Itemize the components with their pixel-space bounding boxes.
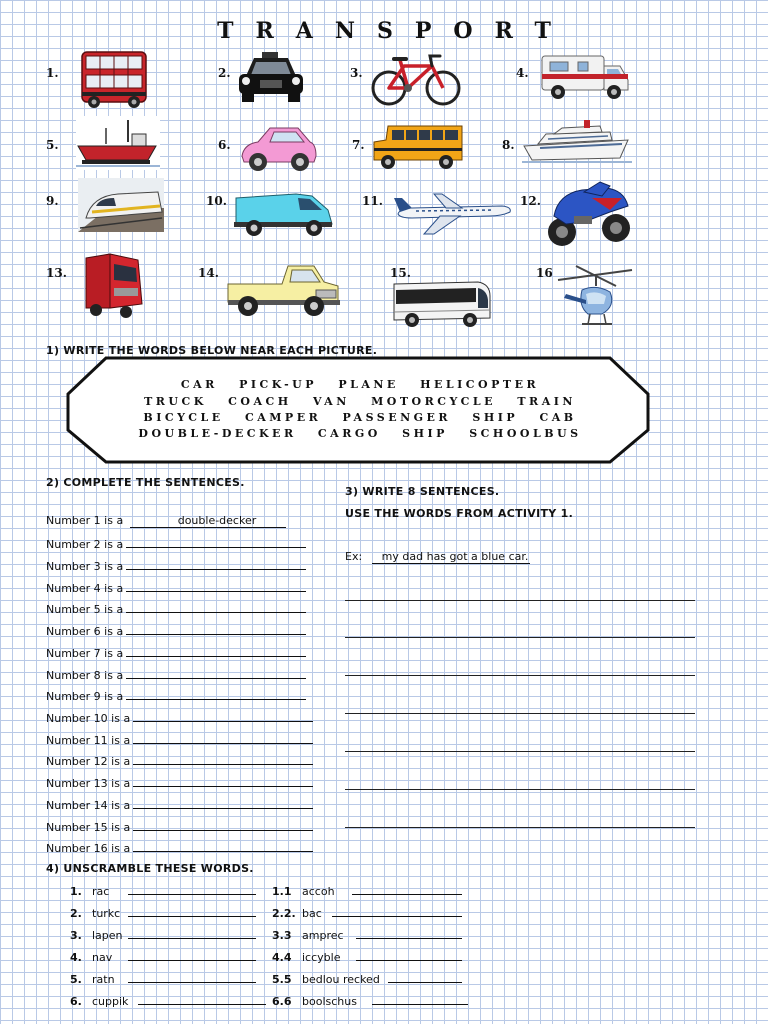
- item-number: 1.1: [272, 885, 292, 898]
- coach-icon: [392, 278, 494, 332]
- item-number: 3.3: [272, 929, 292, 942]
- truck-icon: [82, 250, 146, 320]
- answer-blank[interactable]: [128, 972, 256, 983]
- answer-blank[interactable]: [138, 994, 266, 1005]
- writing-line[interactable]: [345, 675, 695, 676]
- pick-up-icon: [226, 258, 342, 320]
- plane-icon: [390, 186, 514, 238]
- sentence-line: [46, 580, 306, 595]
- item-number: 1.: [70, 885, 82, 898]
- bicycle-icon: [370, 50, 462, 108]
- item-number: 5.: [70, 973, 82, 986]
- word-bank-row: TRUCK COACH VAN MOTORCYCLE TRAIN: [144, 395, 576, 408]
- item-number: 5.5: [272, 973, 292, 986]
- scrambled-item: [70, 994, 266, 1008]
- sentence-line: [46, 536, 306, 551]
- scrambled-word: ratn: [92, 973, 115, 986]
- scrambled-word: turkc: [92, 907, 121, 920]
- word-bank-row: CAR PICK-UP PLANE HELICOPTER: [180, 378, 540, 391]
- picture-number: 6.: [218, 138, 231, 152]
- activity-4-heading: 4) UNSCRAMBLE THESE WORDS.: [46, 862, 254, 875]
- writing-line[interactable]: [345, 713, 695, 714]
- helicopter-icon: [556, 262, 634, 336]
- scrambled-word: lapen: [92, 929, 123, 942]
- sentence-line: [46, 819, 313, 834]
- example-text: my dad has got a blue car.: [372, 550, 531, 564]
- example-label: Ex:: [345, 550, 363, 563]
- sentence-line: [46, 645, 306, 660]
- answer-blank[interactable]: [133, 710, 313, 722]
- sentence-line: [46, 840, 313, 855]
- picture-number: 13.: [46, 266, 67, 280]
- sentence-line: [46, 753, 313, 768]
- picture-number: 2.: [218, 66, 231, 80]
- sentence-line: [46, 601, 306, 616]
- item-number: 4.4: [272, 951, 292, 964]
- sentence-line: [46, 514, 286, 528]
- answer-blank[interactable]: [133, 840, 313, 852]
- cargo-ship-icon: [76, 116, 160, 170]
- answer-blank[interactable]: [126, 667, 306, 679]
- answer-blank[interactable]: [332, 906, 462, 917]
- picture-number: 9.: [46, 194, 59, 208]
- sentence-prefix: Number 16 is a: [46, 842, 131, 855]
- activity-2-heading: 2) COMPLETE THE SENTENCES.: [46, 476, 245, 489]
- example-answer: double-decker: [130, 514, 287, 528]
- answer-blank[interactable]: [126, 536, 306, 548]
- sentence-line: [46, 623, 306, 638]
- item-number: 2.: [70, 907, 82, 920]
- answer-blank[interactable]: [128, 950, 256, 961]
- writing-line[interactable]: [345, 827, 695, 828]
- scrambled-item: [70, 950, 256, 964]
- scrambled-item: [272, 906, 462, 920]
- picture-number: 12.: [520, 194, 541, 208]
- word-bank-row: DOUBLE-DECKER CARGO SHIP SCHOOLBUS: [138, 427, 582, 440]
- car-icon: [236, 122, 320, 176]
- answer-blank[interactable]: [133, 732, 313, 744]
- activity-3-subheading: USE THE WORDS FROM ACTIVITY 1.: [345, 507, 574, 520]
- scrambled-item: [272, 928, 462, 942]
- sentence-line: [46, 558, 306, 573]
- picture-number: 11.: [362, 194, 383, 208]
- activity-3-heading: 3) WRITE 8 SENTENCES.: [345, 485, 500, 498]
- sentence-prefix: Number 4 is a: [46, 582, 124, 595]
- picture-number: 16: [536, 266, 553, 280]
- sentence-prefix: Number 8 is a: [46, 669, 124, 682]
- answer-blank[interactable]: [126, 580, 306, 592]
- picture-number: 7.: [352, 138, 365, 152]
- van-icon: [232, 188, 336, 240]
- scrambled-word: bac: [302, 907, 322, 920]
- sentence-line: [46, 667, 306, 682]
- train-icon: [78, 178, 164, 232]
- answer-blank[interactable]: [356, 928, 462, 939]
- scrambled-item: [70, 884, 256, 898]
- answer-blank[interactable]: [126, 623, 306, 635]
- answer-blank[interactable]: [352, 884, 462, 895]
- picture-number: 3.: [350, 66, 363, 80]
- answer-blank[interactable]: [128, 928, 256, 939]
- picture-number: 8.: [502, 138, 515, 152]
- answer-blank[interactable]: [126, 645, 306, 657]
- scrambled-word: iccyble: [302, 951, 341, 964]
- item-number: 6.6: [272, 995, 292, 1008]
- picture-number: 10.: [206, 194, 227, 208]
- sentence-prefix: Number 2 is a: [46, 538, 124, 551]
- word-bank-box: [66, 356, 650, 464]
- answer-blank[interactable]: [128, 906, 256, 917]
- answer-blank[interactable]: [133, 753, 313, 765]
- schoolbus-icon: [370, 120, 466, 174]
- answer-blank[interactable]: [126, 688, 306, 700]
- sentence-line: [46, 797, 313, 812]
- camper-icon: [538, 50, 630, 102]
- activity-1-heading: 1) WRITE THE WORDS BELOW NEAR EACH PICTURE.: [46, 344, 378, 357]
- scrambled-item: [272, 972, 462, 986]
- writing-line[interactable]: [345, 789, 695, 790]
- scrambled-word: rac: [92, 885, 110, 898]
- answer-blank[interactable]: [133, 797, 313, 809]
- scrambled-word: amprec: [302, 929, 344, 942]
- scrambled-word: bedlou recked: [302, 973, 380, 986]
- picture-number: 15.: [390, 266, 411, 280]
- cab-icon: [236, 50, 306, 106]
- item-number: 6.: [70, 995, 82, 1008]
- writing-line[interactable]: [345, 751, 695, 752]
- answer-blank[interactable]: [388, 972, 462, 983]
- sentence-prefix: Number 12 is a: [46, 755, 131, 768]
- answer-blank[interactable]: [372, 994, 468, 1005]
- scrambled-word: accoh: [302, 885, 335, 898]
- sentence-prefix: Number 10 is a: [46, 712, 131, 725]
- answer-blank[interactable]: [133, 819, 313, 831]
- writing-line[interactable]: [345, 600, 695, 601]
- sentence-prefix: Number 1 is a: [46, 514, 124, 527]
- sentence-line: [46, 775, 313, 790]
- sentence-prefix: Number 11 is a: [46, 734, 131, 747]
- scrambled-word: nav: [92, 951, 113, 964]
- scrambled-item: [70, 928, 256, 942]
- scrambled-item: [272, 884, 462, 898]
- sentence-prefix: Number 13 is a: [46, 777, 131, 790]
- answer-blank[interactable]: [126, 558, 306, 570]
- answer-blank[interactable]: [356, 950, 462, 961]
- scrambled-item: [272, 950, 462, 964]
- picture-number: 1.: [46, 66, 59, 80]
- picture-number: 4.: [516, 66, 529, 80]
- sentence-prefix: Number 5 is a: [46, 603, 124, 616]
- sentence-prefix: Number 7 is a: [46, 647, 124, 660]
- sentence-line: [46, 710, 313, 725]
- writing-line[interactable]: [345, 637, 695, 638]
- sentence-prefix: Number 3 is a: [46, 560, 124, 573]
- sentence-prefix: Number 9 is a: [46, 690, 124, 703]
- picture-number: 5.: [46, 138, 59, 152]
- sentence-line: [46, 732, 313, 747]
- word-bank-row: BICYCLE CAMPER PASSENGER SHIP CAB: [143, 411, 577, 424]
- scrambled-word: cuppik: [92, 995, 129, 1008]
- item-number: 4.: [70, 951, 82, 964]
- worksheet-title: TRANSPORT: [217, 18, 573, 44]
- item-number: 2.2.: [272, 907, 296, 920]
- scrambled-item: [70, 906, 256, 920]
- passenger-ship-icon: [522, 114, 632, 168]
- picture-number: 14.: [198, 266, 219, 280]
- answer-blank[interactable]: [126, 601, 306, 613]
- answer-blank[interactable]: [133, 775, 313, 787]
- example-sentence: [345, 550, 530, 563]
- scrambled-item: [70, 972, 256, 986]
- sentence-prefix: Number 15 is a: [46, 821, 131, 834]
- sentence-prefix: Number 6 is a: [46, 625, 124, 638]
- scrambled-word: boolschus: [302, 995, 357, 1008]
- answer-blank[interactable]: [128, 884, 256, 895]
- scrambled-item: [272, 994, 468, 1008]
- item-number: 3.: [70, 929, 82, 942]
- motorcycle-icon: [544, 176, 634, 250]
- sentence-line: [46, 688, 306, 703]
- sentence-prefix: Number 14 is a: [46, 799, 131, 812]
- double-decker-bus-icon: [78, 46, 152, 110]
